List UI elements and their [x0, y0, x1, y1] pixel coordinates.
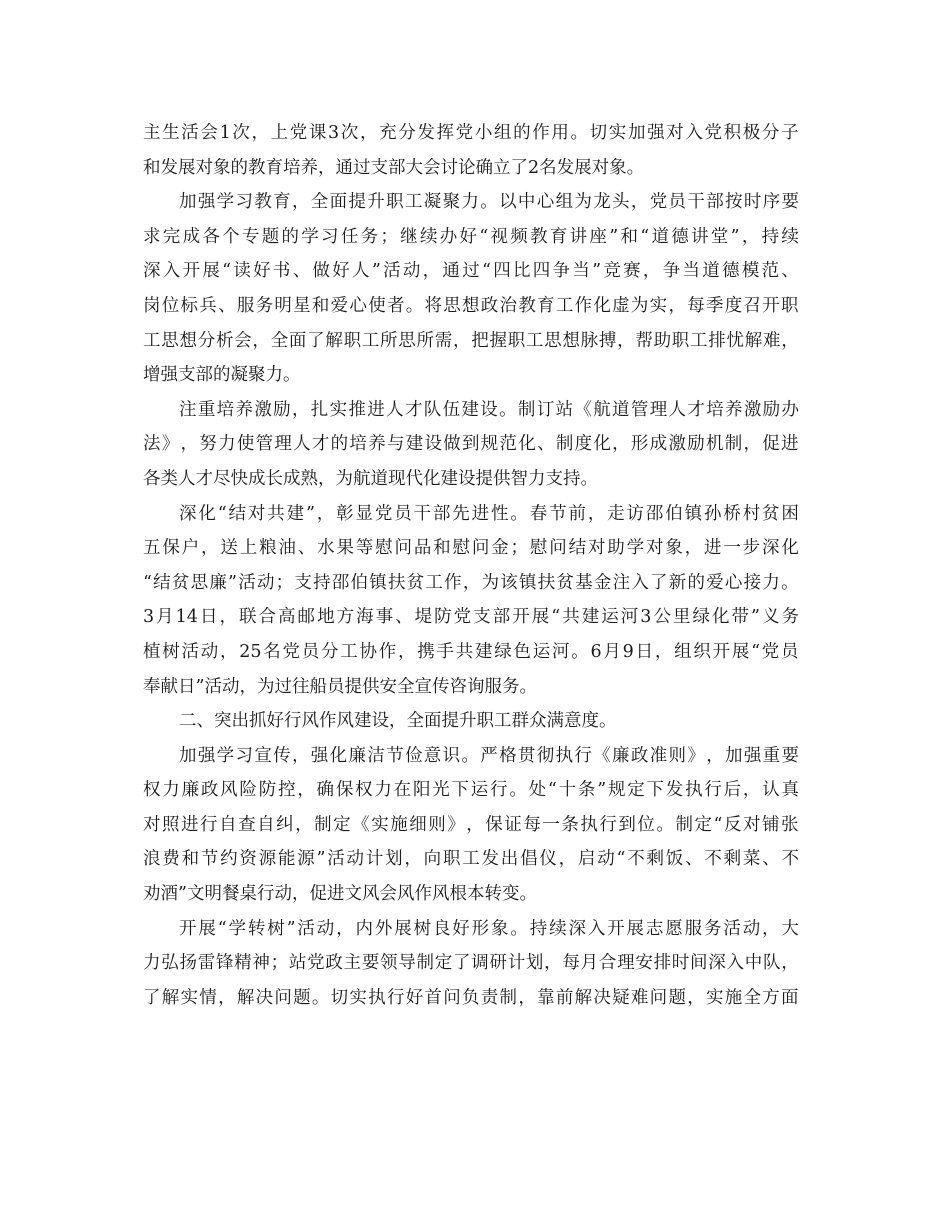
text-line: 劝酒”文明餐桌行动，促进文风会风作风根本转变。: [143, 884, 537, 905]
text-line: 奉献日”活动，为过往船员提供安全宣传咨询服务。: [143, 676, 537, 697]
text-line: 工 思 想 分 析 会 ， 全 面 了 解 职 工 所 思 所 需 ， 把 握 职 工 思 想 脉 搏 ， 帮 助 职 工 排 忧 解 难 ，: [143, 330, 799, 351]
text-line: 力 弘 扬 雷 锋 精 神 ； 站 党 政 主 要 领 导 制 定 了 调 研 计 划 ， 每 月 合 理 安 排 时 间 深 入 中 队 ，: [143, 953, 799, 974]
text-line: 和发展对象的教育培养，通过支部大会讨论确立了2名发展对象。: [143, 157, 645, 178]
text-line: “ 结 贫 思 廉 ” 活 动 ； 支 持 邵 伯 镇 扶 贫 工 作 ， 为 该 镇 扶 贫 基 金 注 入 了 新 的 爱 心 接 力 。: [143, 572, 799, 593]
document-body: [143, 116, 803, 1015]
text-line: 主 生 活 会 1 次 ， 上 党 课 3 次 ， 充 分 发 挥 党 小 组 的 作 用 。 切 实 加 强 对 入 党 积 极 分 子: [143, 123, 799, 143]
paragraph-first-line: 注 重 培 养 激 励 ， 扎 实 推 进 人 才 队 伍 建 设 。 制 订 站 《 航 道 管 理 人 才 培 养 激 励 办: [179, 399, 799, 420]
text-line: 深 入 开 展 “ 读 好 书 、 做 好 人 ” 活 动 ， 通 过 “ 四 比 四 争 当 ” 竞 赛 ， 争 当 道 德 模 范 、: [143, 261, 799, 282]
text-line: 求 完 成 各 个 专 题 的 学 习 任 务 ； 继 续 办 好 “ 视 频 教 育 讲 座 ” 和 “ 道 德 讲 堂 ” ， 持 续: [143, 226, 799, 247]
section-heading: 二、突出抓好行风作风建设，全面提升职工群众满意度。: [179, 711, 617, 732]
text-line: 增强支部的凝聚力。: [143, 365, 301, 386]
text-line: 五 保 户 ， 送 上 粮 油 、 水 果 等 慰 问 品 和 慰 问 金 ； 慰 问 结 对 助 学 对 象 ， 进 一 步 深 化: [143, 538, 799, 559]
text-line: 3 月 14 日 ， 联 合 高 邮 地 方 海 事 、 堤 防 党 支 部 开 展 “ 共 建 运 河 3 公 里 绿 化 带 ” 义 务: [143, 607, 799, 628]
paragraph-first-line: 深 化 “ 结 对 共 建 ” ， 彰 显 党 员 干 部 先 进 性 。 春 节 前 ， 走 访 邵 伯 镇 孙 桥 村 贫 困: [179, 503, 799, 524]
text-line: 浪 费 和 节 约 资 源 能 源 ” 活 动 计 划 ， 向 职 工 发 出 倡 仪 ， 启 动 “ 不 剩 饭 、 不 剩 菜 、 不: [143, 849, 799, 870]
paragraph-first-line: 加 强 学 习 宣 传 ， 强 化 廉 洁 节 俭 意 识 。 严 格 贯 彻 执 行 《 廉 政 准 则 》 ， 加 强 重 要: [179, 745, 799, 766]
text-line: 各类人才尽快成长成熟，为航道现代化建设提供智力支持。: [143, 468, 598, 489]
text-line: 权 力 廉 政 风 险 防 控 ， 确 保 权 力 在 阳 光 下 运 行 。 处 “ 十 条 ” 规 定 下 发 执 行 后 ， 认 真: [143, 780, 799, 801]
text-line: 了 解 实 情 ， 解 决 问 题 。 切 实 执 行 好 首 问 负 责 制 ， 靠 前 解 决 疑 难 问 题 ， 实 施 全 方 面: [143, 987, 799, 1008]
paragraph-first-line: 开 展 “ 学 转 树 ” 活 动 ， 内 外 展 树 良 好 形 象 。 持 续 深 入 开 展 志 愿 服 务 活 动 ， 大: [179, 918, 799, 939]
text-line: 植 树 活 动 ， 25 名 党 员 分 工 协 作 ， 携 手 共 建 绿 色 运 河 。 6 月 9 日 ， 组 织 开 展 “ 党 员: [143, 641, 799, 662]
text-line: 法 》 ， 努 力 使 管 理 人 才 的 培 养 与 建 设 做 到 规 范 化 、 制 度 化 ， 形 成 激 励 机 制 ， 促 进: [143, 434, 799, 455]
paragraph-first-line: 加 强 学 习 教 育 ， 全 面 提 升 职 工 凝 聚 力 。 以 中 心 组 为 龙 头 ， 党 员 干 部 按 时 序 要: [179, 192, 799, 213]
text-line: 对 照 进 行 自 查 自 纠 ， 制 定 《 实 施 细 则 》 ， 保 证 每 一 条 执 行 到 位 。 制 定 “ 反 对 铺 张: [143, 814, 799, 835]
text-line: 岗 位 标 兵 、 服 务 明 星 和 爱 心 使 者 。 将 思 想 政 治 教 育 工 作 化 虚 为 实 ， 每 季 度 召 开 职: [143, 295, 799, 316]
